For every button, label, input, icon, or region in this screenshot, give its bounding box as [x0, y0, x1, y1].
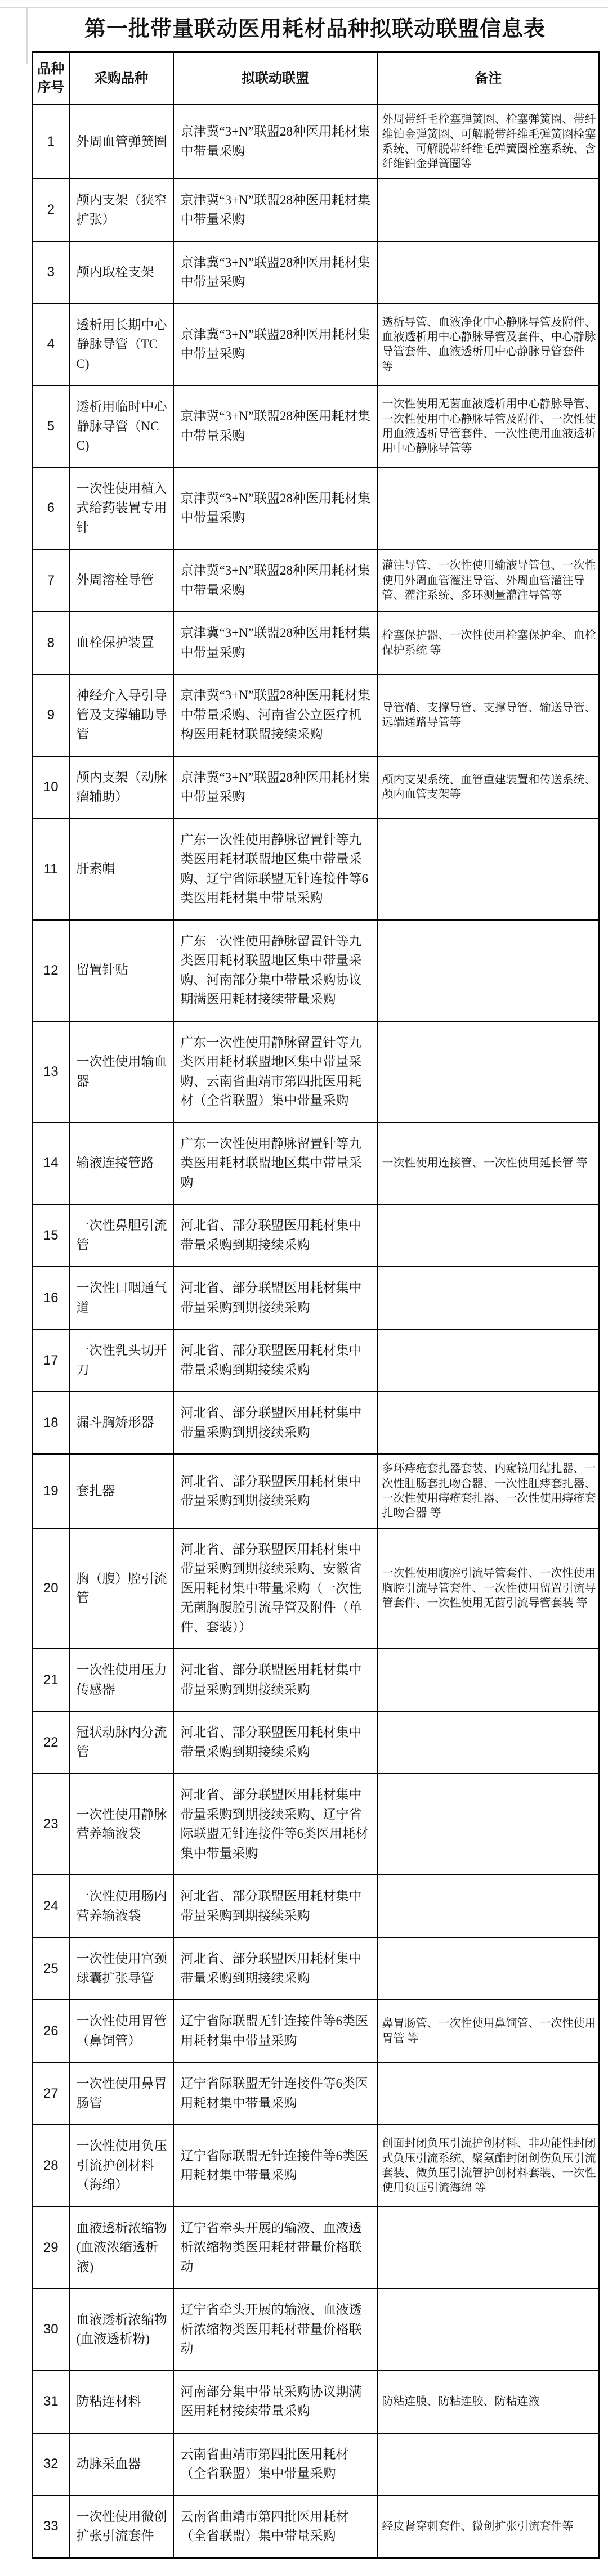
table-row: [33, 1649, 600, 1711]
cell-proposed-alliance: 辽宁省牵头开展的输液、血液透析浓缩物类医用耗材带量价格联动: [173, 2207, 378, 2289]
table-row: [33, 2207, 600, 2289]
cell-procurement-variety: 一次性使用宫颈球囊扩张导管: [69, 1937, 173, 2000]
cell-variety-no: 14: [33, 1123, 69, 1205]
cell-procurement-variety: 套扎器: [69, 1454, 173, 1528]
cell-proposed-alliance: 辽宁省牵头开展的输液、血液透析浓缩物类医用耗材带量价格联动: [173, 2288, 378, 2371]
cell-proposed-alliance: 京津冀“3+N”联盟28种医用耗材集中带量采购: [173, 549, 378, 612]
cell-procurement-variety: 一次性鼻胆引流管: [69, 1204, 173, 1267]
table-header-row: [33, 52, 600, 105]
cell-remarks: 导管鞘、支撑导管、支撑导管、输送导管、远端通路导管等: [378, 674, 600, 756]
table-row: [33, 1774, 600, 1875]
cell-remarks: 经皮肾穿刺套件、微创扩张引流套件等: [378, 2496, 600, 2559]
table-row: [33, 468, 600, 550]
cell-variety-no: 17: [33, 1329, 69, 1392]
cell-remarks: 一次性使用腹腔引流导管套件、一次性使用胸腔引流导管套件、一次性使用留置引流导管套件、一次性使用无菌引流导管套装 等: [378, 1528, 600, 1649]
cell-remarks: [378, 1875, 600, 1937]
cell-remarks: 外周带纤毛栓塞弹簧圈、栓塞弹簧圈、带纤维铂金弹簧圈、可解脱带纤维毛弹簧圈栓塞系统、可解脱带纤维毛弹簧圈栓塞系统、含纤维铂金弹簧圈等: [378, 105, 600, 179]
cell-procurement-variety: 外周血管弹簧圈: [69, 105, 173, 179]
cell-variety-no: 29: [33, 2207, 69, 2289]
table-header: [33, 52, 600, 105]
cell-variety-no: 19: [33, 1454, 69, 1528]
cell-variety-no: 3: [33, 241, 69, 304]
cell-remarks: [378, 1649, 600, 1711]
cell-proposed-alliance: 河北省、部分联盟医用耗材集中带量采购到期接续采购: [173, 1711, 378, 1774]
table-row: [33, 1329, 600, 1392]
cell-proposed-alliance: 广东一次性使用静脉留置针等九类医用耗材联盟地区集中带量采购: [173, 1123, 378, 1205]
table-row: [33, 920, 600, 1021]
cell-proposed-alliance: 辽宁省际联盟无针连接件等6类医用耗材集中带量采购: [173, 2000, 378, 2062]
table-row: [33, 1875, 600, 1937]
table-row: [33, 385, 600, 468]
table-row: [33, 1454, 600, 1528]
cell-variety-no: 31: [33, 2371, 69, 2433]
cell-remarks: 鼻胃肠管、一次性使用鼻饲管、一次性使用胃管 等: [378, 2000, 600, 2062]
cell-remarks: [378, 1392, 600, 1454]
cell-procurement-variety: 一次性使用微创扩张引流套件: [69, 2496, 173, 2559]
table-row: [33, 674, 600, 756]
cell-proposed-alliance: 河南部分集中带量采购协议期满医用耗材接续带量采购: [173, 2371, 378, 2433]
cell-proposed-alliance: 河北省、部分联盟医用耗材集中带量采购到期接续采购: [173, 1267, 378, 1329]
cell-variety-no: 18: [33, 1392, 69, 1454]
table-row: [33, 2496, 600, 2559]
cell-variety-no: 22: [33, 1711, 69, 1774]
table-row: [33, 1711, 600, 1774]
cell-proposed-alliance: 河北省、部分联盟医用耗材集中带量采购到期接续采购: [173, 1204, 378, 1267]
cell-remarks: [378, 1937, 600, 2000]
cell-procurement-variety: 血栓保护装置: [69, 612, 173, 674]
header-proposed-alliance: 拟联动联盟: [173, 52, 378, 105]
cell-procurement-variety: 颅内支架（狭窄扩张）: [69, 179, 173, 241]
cell-procurement-variety: 输液连接管路: [69, 1123, 173, 1205]
cell-variety-no: 27: [33, 2062, 69, 2125]
cell-proposed-alliance: 京津冀“3+N”联盟28种医用耗材集中带量采购: [173, 612, 378, 674]
cell-remarks: [378, 1711, 600, 1774]
cell-variety-no: 12: [33, 920, 69, 1021]
cell-remarks: [378, 2433, 600, 2496]
header-procurement-variety: 采购品种: [69, 52, 173, 105]
table-row: [33, 304, 600, 386]
cell-variety-no: 20: [33, 1528, 69, 1649]
cell-proposed-alliance: 京津冀“3+N”联盟28种医用耗材集中带量采购: [173, 468, 378, 550]
cell-remarks: [378, 2207, 600, 2289]
cell-variety-no: 8: [33, 612, 69, 674]
cell-remarks: 创面封闭负压引流护创材料、非功能性封闭式负压引流系统、聚氨酯封闭创伤负压引流套装、微负压引流管护创材料套装、一次性使用负压引流海绵 等: [378, 2125, 600, 2207]
cell-remarks: [378, 2288, 600, 2371]
cell-proposed-alliance: 京津冀“3+N”联盟28种医用耗材集中带量采购: [173, 179, 378, 241]
cell-procurement-variety: 一次性使用输血器: [69, 1021, 173, 1123]
cell-proposed-alliance: 京津冀“3+N”联盟28种医用耗材集中带量采购: [173, 756, 378, 819]
cell-remarks: 透析导管、血液净化中心静脉导管及附件、血液透析用中心静脉导管及套件、中心静脉导管套件、血液透析用中心静脉导管套件 等: [378, 304, 600, 386]
table-row: [33, 612, 600, 674]
cell-procurement-variety: 一次性乳头切开刀: [69, 1329, 173, 1392]
cell-remarks: 颅内支架系统、血管重建装置和传送系统、颅内血管支架等: [378, 756, 600, 819]
cell-variety-no: 1: [33, 105, 69, 179]
cell-procurement-variety: 一次性使用鼻胃肠管: [69, 2062, 173, 2125]
cell-variety-no: 11: [33, 819, 69, 920]
cell-procurement-variety: 颅内取栓支架: [69, 241, 173, 304]
cell-proposed-alliance: 云南省曲靖市第四批医用耗材（全省联盟）集中带量采购: [173, 2496, 378, 2559]
cell-procurement-variety: 一次性使用静脉营养输液袋: [69, 1774, 173, 1875]
cell-proposed-alliance: 河北省、部分联盟医用耗材集中带量采购到期接续采购: [173, 1392, 378, 1454]
cell-proposed-alliance: 广东一次性使用静脉留置针等九类医用耗材联盟地区集中带量采购、云南省曲靖市第四批医用耗材（全省联盟）集中带量采购: [173, 1021, 378, 1123]
cell-remarks: [378, 920, 600, 1021]
sheet-gridline-top: [0, 7, 608, 8]
table-row: [33, 819, 600, 920]
cell-procurement-variety: 防粘连材料: [69, 2371, 173, 2433]
cell-procurement-variety: 透析用长期中心静脉导管（TCC): [69, 304, 173, 386]
cell-proposed-alliance: 河北省、部分联盟医用耗材集中带量采购到期接续采购: [173, 1937, 378, 2000]
consumables-alliance-table: [32, 51, 600, 2559]
cell-remarks: [378, 179, 600, 241]
page-title: 第一批带量联动医用耗材品种拟联动联盟信息表: [84, 17, 546, 41]
cell-remarks: [378, 241, 600, 304]
table-row: [33, 2125, 600, 2207]
cell-proposed-alliance: 河北省、部分联盟医用耗材集中带量采购到期接续采购、辽宁省际联盟无针连接件等6类医用耗材集中带量采购: [173, 1774, 378, 1875]
cell-proposed-alliance: 河北省、部分联盟医用耗材集中带量采购到期接续采购: [173, 1649, 378, 1711]
cell-procurement-variety: 神经介入导引导管及支撑辅助导管: [69, 674, 173, 756]
cell-variety-no: 10: [33, 756, 69, 819]
cell-procurement-variety: 动脉采血器: [69, 2433, 173, 2496]
cell-procurement-variety: 一次性口咽通气道: [69, 1267, 173, 1329]
cell-procurement-variety: 留置针贴: [69, 920, 173, 1021]
cell-proposed-alliance: 京津冀“3+N”联盟28种医用耗材集中带量采购、河南省公立医疗机构医用耗材联盟接续采购: [173, 674, 378, 756]
cell-procurement-variety: 血液透析浓缩物(血液透析粉): [69, 2288, 173, 2371]
table-row: [33, 756, 600, 819]
cell-variety-no: 15: [33, 1204, 69, 1267]
table-row: [33, 2288, 600, 2371]
cell-proposed-alliance: 京津冀“3+N”联盟28种医用耗材集中带量采购: [173, 241, 378, 304]
table-row: [33, 1267, 600, 1329]
cell-variety-no: 13: [33, 1021, 69, 1123]
cell-variety-no: 32: [33, 2433, 69, 2496]
cell-procurement-variety: 肝素帽: [69, 819, 173, 920]
cell-proposed-alliance: 云南省曲靖市第四批医用耗材（全省联盟）集中带量采购: [173, 2433, 378, 2496]
table-row: [33, 241, 600, 304]
cell-variety-no: 16: [33, 1267, 69, 1329]
cell-procurement-variety: 一次性使用胃管（鼻饲管）: [69, 2000, 173, 2062]
cell-variety-no: 7: [33, 549, 69, 612]
cell-proposed-alliance: 河北省、部分联盟医用耗材集中带量采购到期接续采购: [173, 1454, 378, 1528]
cell-proposed-alliance: 京津冀“3+N”联盟28种医用耗材集中带量采购: [173, 105, 378, 179]
cell-remarks: 栓塞保护器、一次性使用栓塞保护伞、血栓保护系统 等: [378, 612, 600, 674]
cell-procurement-variety: 血液透析浓缩物(血液浓缩透析液): [69, 2207, 173, 2289]
cell-remarks: [378, 2062, 600, 2125]
table-row: [33, 105, 600, 179]
cell-remarks: [378, 819, 600, 920]
table-row: [33, 1204, 600, 1267]
cell-procurement-variety: 一次性使用肠内营养输液袋: [69, 1875, 173, 1937]
cell-remarks: 多环痔疮套扎器套装、内窥镜用结扎器、一次性肛肠套扎吻合器、一次性肛痔套扎器、一次性使用痔疮套扎器、一次性使用痔疮套扎吻合器 等: [378, 1454, 600, 1528]
cell-procurement-variety: 一次性使用植入式给药装置专用针: [69, 468, 173, 550]
cell-remarks: 防粘连膜、防粘连胶、防粘连液: [378, 2371, 600, 2433]
cell-remarks: 一次性使用无菌血液透析用中心静脉导管、一次性使用中心静脉导管及附件、一次性使用血液透析导管套件、一次性使用血液透析用中心静脉导管等: [378, 385, 600, 468]
cell-remarks: [378, 1267, 600, 1329]
cell-variety-no: 24: [33, 1875, 69, 1937]
cell-variety-no: 33: [33, 2496, 69, 2559]
table-row: [33, 549, 600, 612]
table-row: [33, 1937, 600, 2000]
cell-procurement-variety: 一次性使用负压引流护创材料（海绵）: [69, 2125, 173, 2207]
table-row: [33, 2371, 600, 2433]
cell-variety-no: 25: [33, 1937, 69, 2000]
cell-variety-no: 5: [33, 385, 69, 468]
cell-proposed-alliance: 京津冀“3+N”联盟28种医用耗材集中带量采购: [173, 385, 378, 468]
cell-proposed-alliance: 广东一次性使用静脉留置针等九类医用耗材联盟地区集中带量采购、河南部分集中带量采购协议期满医用耗材接续带量采购: [173, 920, 378, 1021]
cell-variety-no: 2: [33, 179, 69, 241]
cell-proposed-alliance: 河北省、部分联盟医用耗材集中带量采购到期接续采购、安徽省医用耗材集中带量采购（一次性无菌胸腹腔引流导管及附件（单件、套装））: [173, 1528, 378, 1649]
cell-proposed-alliance: 辽宁省际联盟无针连接件等6类医用耗材集中带量采购: [173, 2062, 378, 2125]
table-row: [33, 1528, 600, 1649]
table-row: [33, 179, 600, 241]
cell-proposed-alliance: 辽宁省际联盟无针连接件等6类医用耗材集中带量采购: [173, 2125, 378, 2207]
cell-remarks: 灌注导管、一次性使用输液导管包、一次性使用外周血管灌注导管、外周血管灌注导管、灌注系统、多环测量灌注导管等: [378, 549, 600, 612]
cell-variety-no: 28: [33, 2125, 69, 2207]
table-row: [33, 1392, 600, 1454]
cell-proposed-alliance: 广东一次性使用静脉留置针等九类医用耗材联盟地区集中带量采购、辽宁省际联盟无针连接件等6类医用耗材集中带量采购: [173, 819, 378, 920]
table-body: [33, 105, 600, 2558]
cell-variety-no: 21: [33, 1649, 69, 1711]
cell-remarks: [378, 1204, 600, 1267]
sheet-gridline-left: [26, 7, 28, 64]
cell-procurement-variety: 一次性使用压力传感器: [69, 1649, 173, 1711]
cell-remarks: [378, 1774, 600, 1875]
cell-remarks: [378, 1329, 600, 1392]
cell-procurement-variety: 颅内支架（动脉瘤辅助）: [69, 756, 173, 819]
table-row: [33, 1123, 600, 1205]
cell-procurement-variety: 漏斗胸矫形器: [69, 1392, 173, 1454]
table-row: [33, 2062, 600, 2125]
cell-variety-no: 26: [33, 2000, 69, 2062]
cell-remarks: 一次性使用连接管、一次性使用延长管 等: [378, 1123, 600, 1205]
cell-proposed-alliance: 河北省、部分联盟医用耗材集中带量采购到期接续采购: [173, 1329, 378, 1392]
cell-variety-no: 30: [33, 2288, 69, 2371]
header-remarks: 备注: [378, 52, 600, 105]
cell-variety-no: 4: [33, 304, 69, 386]
cell-remarks: [378, 468, 600, 550]
cell-variety-no: 9: [33, 674, 69, 756]
cell-procurement-variety: 透析用临时中心静脉导管（NCC): [69, 385, 173, 468]
cell-procurement-variety: 外周溶栓导管: [69, 549, 173, 612]
cell-variety-no: 6: [33, 468, 69, 550]
cell-variety-no: 23: [33, 1774, 69, 1875]
cell-procurement-variety: 冠状动脉内分流管: [69, 1711, 173, 1774]
cell-remarks: [378, 1021, 600, 1123]
table-row: [33, 2433, 600, 2496]
cell-proposed-alliance: 京津冀“3+N”联盟28种医用耗材集中带量采购: [173, 304, 378, 386]
table-row: [33, 2000, 600, 2062]
header-variety-no: 品种序号: [33, 52, 69, 105]
table-row: [33, 1021, 600, 1123]
cell-procurement-variety: 胸（腹）腔引流管: [69, 1528, 173, 1649]
cell-proposed-alliance: 河北省、部分联盟医用耗材集中带量采购到期接续采购: [173, 1875, 378, 1937]
